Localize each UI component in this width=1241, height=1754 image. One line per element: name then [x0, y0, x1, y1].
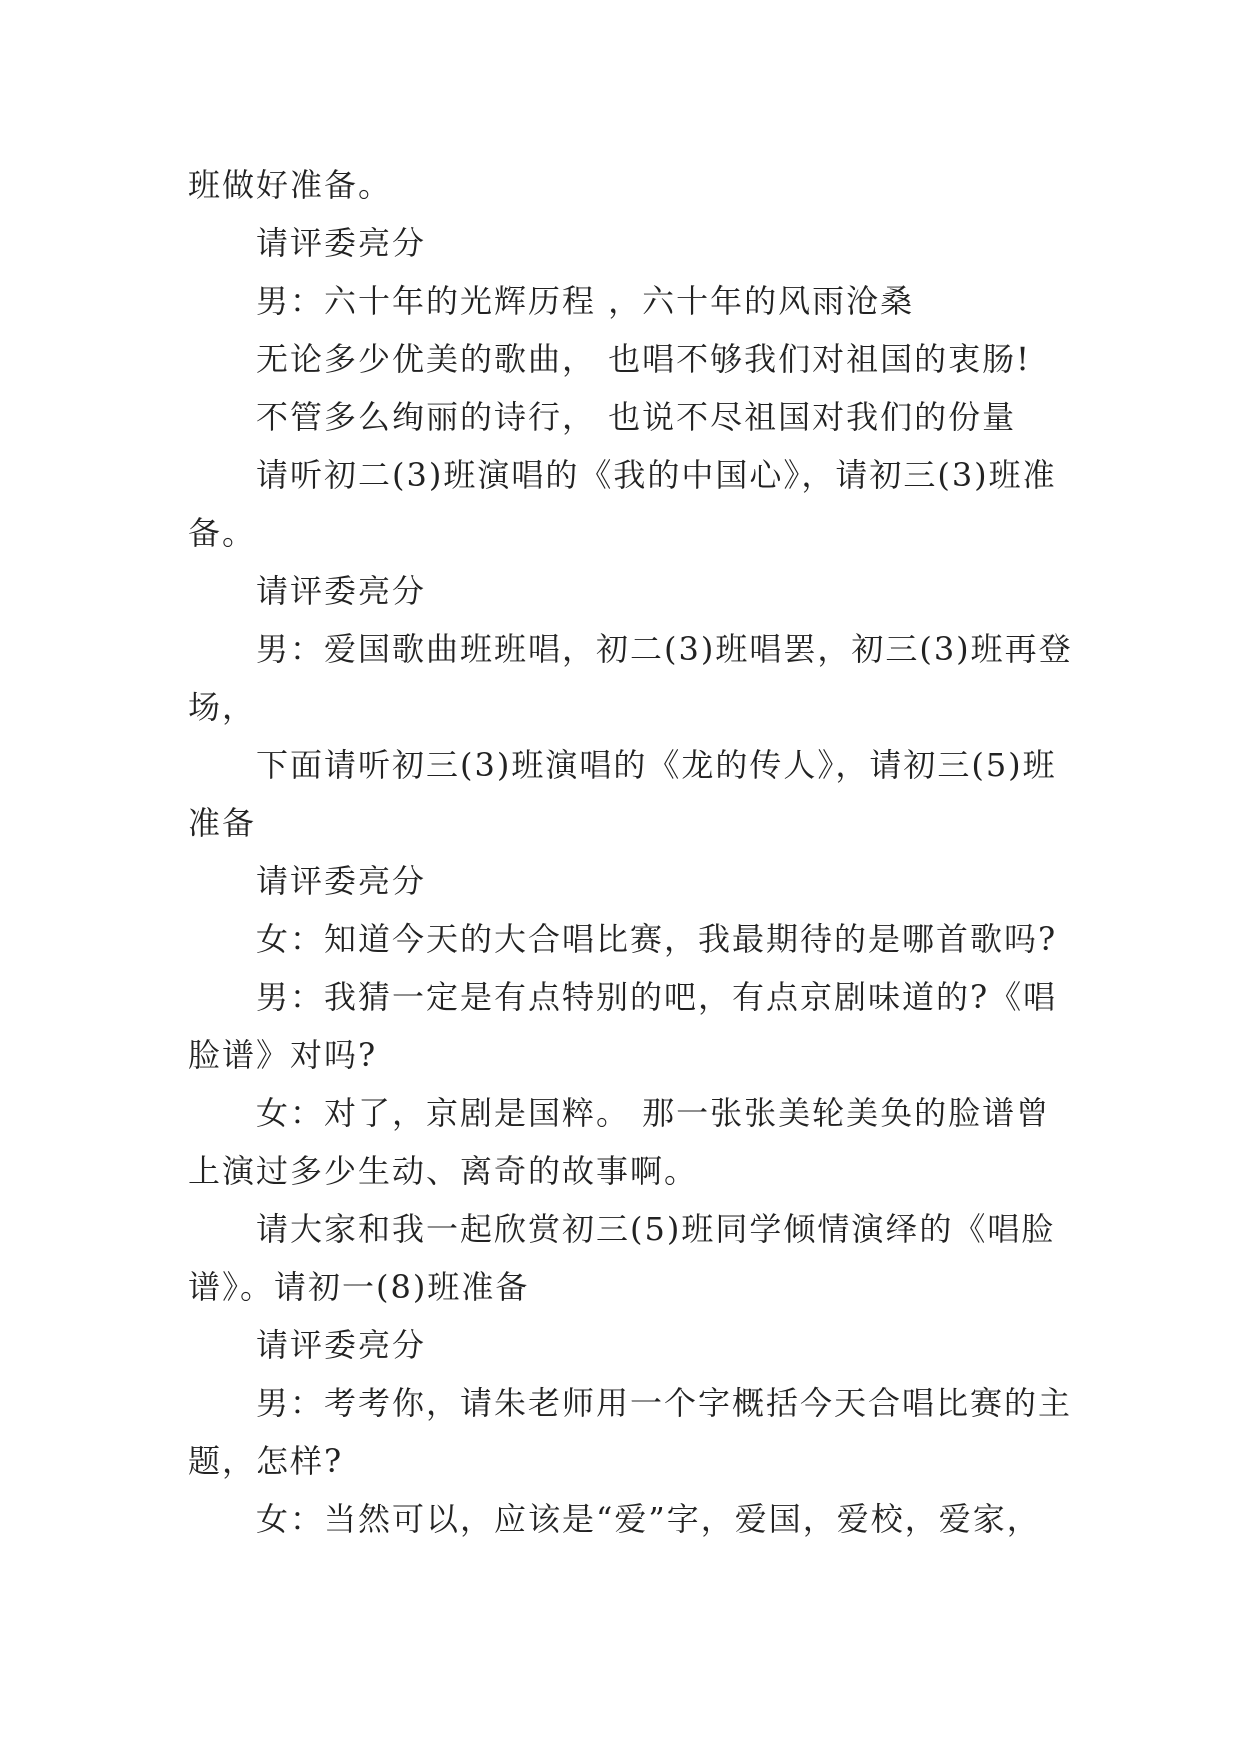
text-line: 女：知道今天的大合唱比赛，我最期待的是哪首歌吗? — [256, 920, 1058, 958]
text-line: 男：爱国歌曲班班唱，初二(3)班唱罢，初三(3)班再登 — [256, 630, 1073, 668]
text-line: 男：考考你，请朱老师用一个字概括今天合唱比赛的主 — [256, 1384, 1073, 1422]
text-line: 女：当然可以，应该是“爱”字，爱国，爱校，爱家， — [256, 1500, 1041, 1538]
text-line: 男：我猜一定是有点特别的吧，有点京剧味道的?《唱 — [256, 978, 1058, 1016]
text-line: 场， — [188, 688, 257, 726]
text-line: 请大家和我一起欣赏初三(5)班同学倾情演绎的《唱脸 — [256, 1210, 1056, 1248]
text-line: 请评委亮分 — [256, 224, 427, 262]
text-line: 下面请听初三(3)班演唱的《龙的传人》，请初三(5)班 — [256, 746, 1057, 784]
text-line: 女：对了，京剧是国粹。 那一张张美轮美奂的脸谱曾 — [256, 1094, 1051, 1132]
text-line: 请评委亮分 — [256, 1326, 427, 1364]
text-line: 不管多么绚丽的诗行， 也说不尽祖国对我们的份量 — [256, 398, 1017, 436]
text-line: 脸谱》对吗? — [188, 1036, 378, 1074]
text-line: 上演过多少生动、离奇的故事啊。 — [188, 1152, 699, 1190]
text-line: 请评委亮分 — [256, 862, 427, 900]
text-line: 请评委亮分 — [256, 572, 427, 610]
text-line: 备。 — [188, 514, 257, 552]
text-line: 无论多少优美的歌曲， 也唱不够我们对祖国的衷肠! — [256, 340, 1032, 378]
text-line: 请听初二(3)班演唱的《我的中国心》，请初三(3)班准 — [256, 456, 1057, 494]
text-line: 班做好准备。 — [188, 166, 393, 204]
script-text — [188, 156, 1073, 1548]
text-line: 男：六十年的光辉历程 ，六十年的风雨沧桑 — [256, 282, 915, 320]
text-line: 谱》。请初一(8)班准备 — [188, 1268, 530, 1306]
text-line: 题，怎样? — [188, 1442, 344, 1480]
text-line: 准备 — [188, 804, 257, 842]
